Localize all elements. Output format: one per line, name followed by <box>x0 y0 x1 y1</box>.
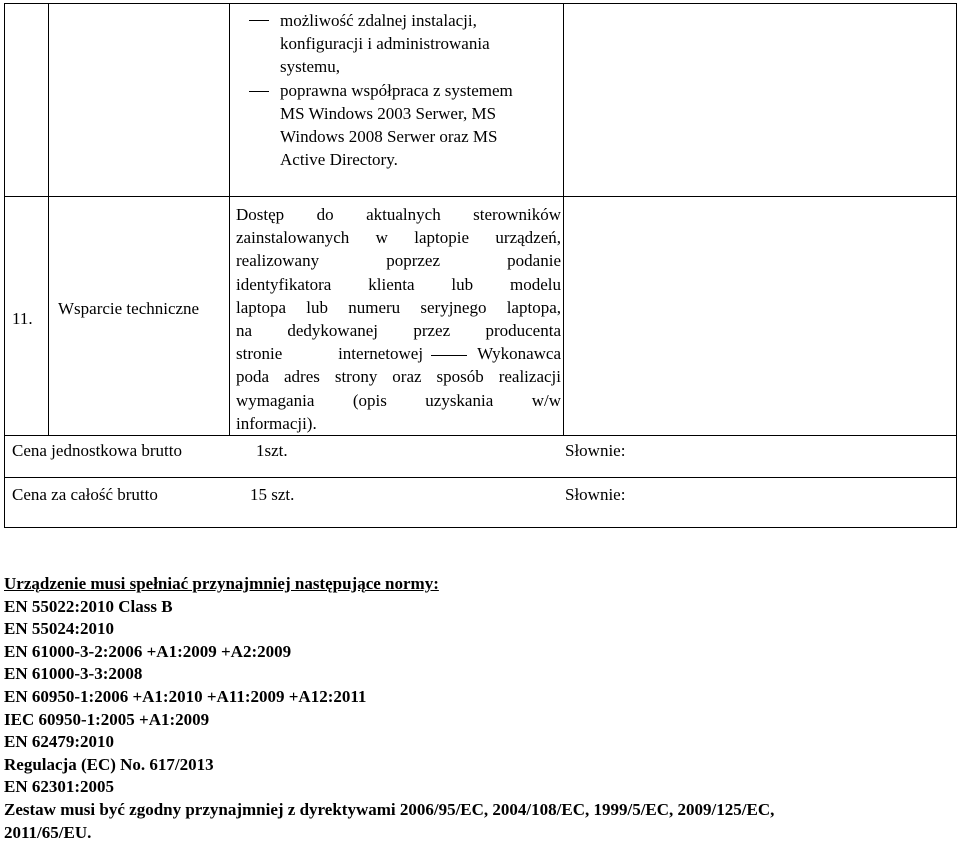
description-line: Dostęp do aktualnych sterowników <box>236 205 561 224</box>
description-line: realizowany poprzez podanie <box>236 251 561 271</box>
norm-item: EN 60950-1:2006 +A1:2010 +A11:2009 +A12:2011 <box>4 686 367 706</box>
norm-item: IEC 60950-1:2005 +A1:2009 <box>4 709 210 729</box>
table-col-divider-3 <box>563 3 564 436</box>
bullet-item-windows-compat <box>280 79 513 171</box>
norm-item: EN 62479:2010 <box>4 732 115 752</box>
description-line: informacji). <box>236 413 317 433</box>
unit-price-words-label: Słownie: <box>565 441 626 460</box>
description-line: poda adres strony oraz sposób realizacji <box>236 367 561 387</box>
description-line: na dedykowanej przez producenta <box>236 320 561 340</box>
unit-price-label: Cena jednostkowa brutto <box>12 441 182 460</box>
table-border-row-divider-3 <box>4 477 957 478</box>
table-col-divider-1 <box>48 3 49 436</box>
row-description <box>236 203 561 435</box>
directives-line: 2011/65/EU. <box>4 822 92 842</box>
description-fragment: stronie internetowej <box>236 344 424 364</box>
table-border-top <box>4 3 957 4</box>
norm-item: EN 55022:2010 Class B <box>4 596 173 616</box>
norm-item: EN 55024:2010 <box>4 619 115 639</box>
total-price-qty: 15 szt. <box>250 485 295 504</box>
norm-item: EN 62301:2005 <box>4 777 115 797</box>
description-line: zainstalowanych w laptopie urządzeń, <box>236 228 561 248</box>
norms-section <box>4 573 774 844</box>
bullet-line: MS Windows 2003 Serwer, MS <box>280 104 497 123</box>
total-price-label: Cena za całość brutto <box>12 485 158 504</box>
table-col-divider-2 <box>229 3 230 436</box>
bullet-dash <box>249 91 269 92</box>
row-label: Wsparcie techniczne <box>58 299 200 318</box>
table-border-right <box>956 3 957 528</box>
em-dash <box>431 355 467 356</box>
norms-heading: Urządzenie musi spełniać przynajmniej następujące normy: <box>4 574 439 593</box>
unit-price-qty: 1szt. <box>256 441 288 460</box>
bullet-line: Windows 2008 Serwer oraz MS <box>280 127 498 146</box>
description-line: laptopa lub numeru seryjnego laptopa, <box>236 297 561 317</box>
bullet-line: systemu, <box>280 57 340 76</box>
bullet-dash <box>249 20 269 21</box>
description-line: wymagania (opis uzyskania w/w <box>236 390 561 410</box>
description-line-with-dash <box>236 342 561 365</box>
table-border-row-divider-2 <box>4 435 957 436</box>
bullet-item-remote-install <box>280 9 490 78</box>
description-fragment: Wykonawca <box>477 344 561 364</box>
total-price-words-label: Słownie: <box>565 485 626 504</box>
bullet-line: możliwość zdalnej instalacji, <box>280 11 477 30</box>
directives-line: Zestaw musi być zgodny przynajmniej z dyrektywami 2006/95/EC, 2004/108/EC, 1999/5/EC, 2009/125/EC, <box>4 799 775 819</box>
table-border-row-divider <box>4 196 957 197</box>
norm-item: Regulacja (EC) No. 617/2013 <box>4 754 214 774</box>
table-border-left <box>4 3 5 528</box>
norm-item: EN 61000-3-2:2006 +A1:2009 +A2:2009 <box>4 641 292 661</box>
bullet-line: Active Directory. <box>280 150 398 169</box>
description-line: identyfikatora klienta lub modelu <box>236 274 561 294</box>
bullet-line: konfiguracji i administrowania <box>280 34 490 53</box>
bullet-line: poprawna współpraca z systemem <box>280 81 513 100</box>
row-number: 11. <box>12 309 33 328</box>
norm-item: EN 61000-3-3:2008 <box>4 664 143 684</box>
table-border-bottom <box>4 527 957 528</box>
